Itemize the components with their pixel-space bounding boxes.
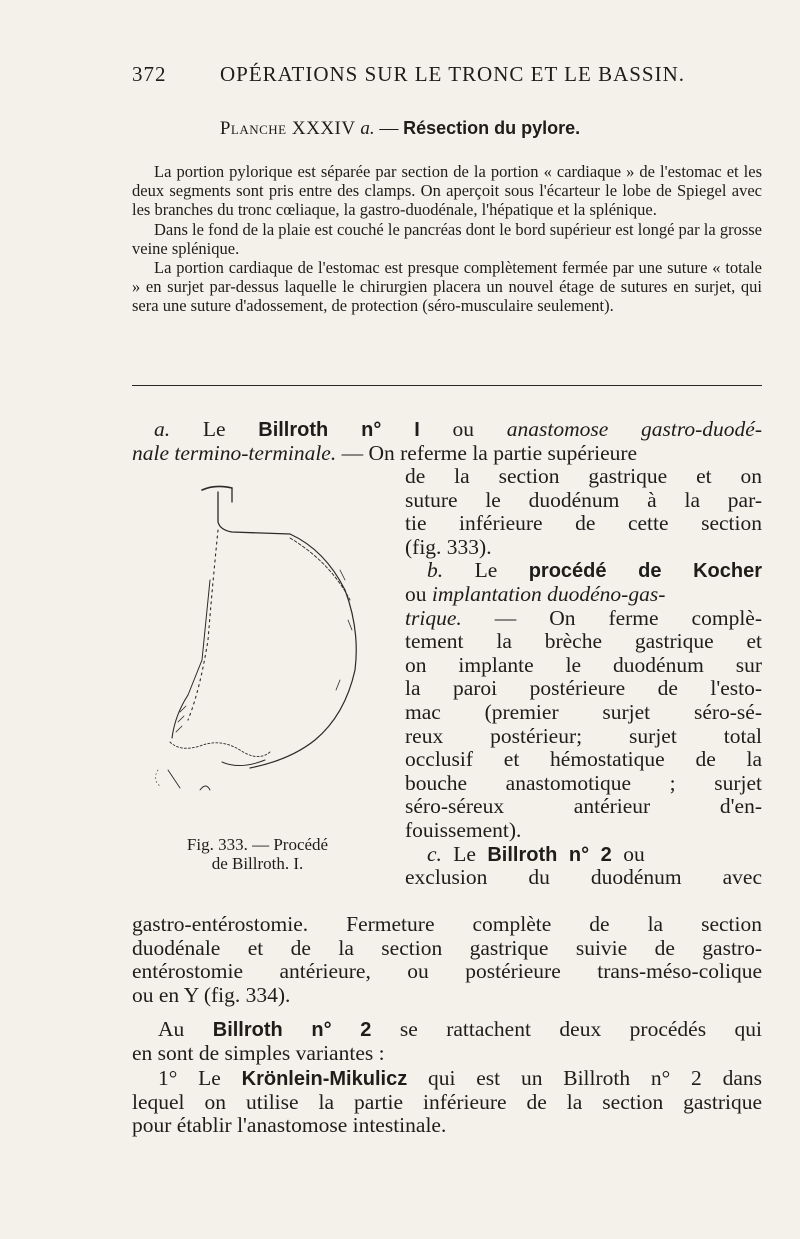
figure-stroke	[172, 695, 188, 738]
figure-stroke	[188, 530, 218, 720]
section-a-narrow	[405, 465, 762, 890]
text-line: entérostomie antérieure, ou postérieure trans-méso-colique	[132, 959, 762, 984]
figure-333-drawing	[140, 470, 390, 890]
text-fragment: ou	[623, 841, 645, 866]
text-line: on implante le duodénum sur	[405, 652, 762, 677]
procedure-name: procédé de Kocher	[528, 560, 763, 583]
text-line: séro-séreux antérieur d'en-	[405, 794, 762, 819]
italic-term: trique.	[405, 605, 462, 630]
text-line: ou en Y (fig. 334).	[132, 982, 291, 1007]
text-line: suture le duodénum à la par-	[405, 487, 762, 512]
running-title: OPÉRATIONS SUR LE TRONC ET LE BASSIN.	[220, 62, 686, 86]
text-line: duodénale et de la section gastrique suivie de gastro-	[132, 935, 762, 960]
section-a	[132, 418, 762, 465]
text-line	[405, 583, 762, 607]
item-letter: c.	[427, 841, 442, 866]
text-fragment: Le	[474, 558, 498, 583]
text-fragment: Le	[453, 841, 476, 866]
text-fragment: Au	[158, 1017, 185, 1041]
figure-stroke	[168, 770, 180, 788]
plate-letter: a.	[360, 118, 375, 139]
text-line: (fig. 333).	[405, 534, 492, 559]
text-fragment: ou	[405, 581, 427, 606]
text-line: de la section gastrique et on	[405, 464, 762, 488]
text-line: en sont de simples variantes :	[132, 1040, 385, 1065]
italic-term: nale termino-terminale.	[132, 440, 337, 465]
text-line: tement la brèche gastrique et	[405, 629, 762, 654]
text-line: reux postérieur; surjet total	[405, 723, 762, 748]
paragraph-billroth-2	[132, 1018, 762, 1065]
plate-label: Planche XXXIV	[219, 118, 356, 139]
text-line: pour établir l'anastomose intestinale.	[132, 1113, 447, 1138]
plate-heading: Résection du pylore.	[403, 118, 581, 138]
procedure-name: Billroth n° 2	[212, 1019, 372, 1041]
caption-paragraph: La portion pylorique est séparée par section de la portion « cardiaque » de l'estomac et les deux segments sont pris entre des clamps. On aperçoit sous l'écarteur le lobe de Spiegel avec les branches du tronc cœliaque, la gastro-duodénale, l'hépatique et la splénique.	[132, 162, 762, 220]
figure-stroke	[250, 534, 356, 768]
text-line	[132, 1067, 762, 1091]
text-line: bouche anastomotique ; surjet	[405, 770, 762, 795]
text-line: lequel on utilise la partie inférieure de la section gastrique	[132, 1089, 762, 1114]
figure-caption-line: Fig. 333. — Procédé	[186, 835, 329, 854]
caption-paragraph: La portion cardiaque de l'estomac est presque complètement fermée par une suture « totale » en surjet par-dessus laquelle le chirurgien placera un nouvel étage de sutures en surjet, qui sera une suture d'adossement, de protection (séro-musculaire seulement).	[132, 258, 762, 316]
figure-stroke	[218, 492, 290, 534]
italic-term: implantation duodéno-gas-	[431, 581, 666, 606]
caption-paragraph: Dans le fond de la plaie est couché le pancréas dont le bord supérieur est longé par la grosse veine splénique.	[132, 219, 762, 258]
figure-caption	[135, 835, 380, 873]
item-letter: b.	[427, 558, 444, 583]
figure-stroke	[222, 760, 265, 766]
text-line: occlusif et hémostatique de la	[405, 747, 762, 772]
figure-caption-line: de Billroth. I.	[211, 854, 304, 873]
text-line	[405, 843, 762, 867]
text-line: tie inférieure de cette section	[405, 511, 762, 536]
figure-stroke	[170, 742, 270, 757]
text-fragment: se rattachent deux procédés qui	[399, 1017, 762, 1041]
text-line: mac (premier surjet séro-sé-	[405, 699, 762, 724]
figure-stroke	[188, 580, 210, 695]
text-line: la paroi postérieure de l'esto-	[405, 676, 762, 701]
text-fragment: Le	[202, 417, 226, 441]
text-line	[132, 1018, 762, 1042]
paragraph-kronlein	[132, 1067, 762, 1138]
text-fragment: qui est un Billroth n° 2 dans	[428, 1066, 763, 1090]
text-line	[132, 418, 762, 442]
text-line: gastro-entérostomie. Fermeture complète de la section	[132, 912, 762, 936]
italic-term: anastomose gastro-duodé-	[506, 417, 763, 441]
procedure-name: Krönlein-Mikulicz	[241, 1068, 408, 1090]
text-line	[132, 442, 762, 466]
figure-stroke	[290, 538, 350, 600]
item-letter: a.	[154, 417, 171, 441]
figure-stroke	[176, 706, 186, 732]
figure-stroke	[200, 786, 210, 790]
procedure-name: Billroth n° I	[258, 419, 420, 441]
plate-title	[0, 118, 800, 140]
text-fragment: — On referme la partie supérieure	[341, 440, 638, 465]
text-fragment: 1° Le	[158, 1066, 221, 1090]
horizontal-rule	[132, 385, 762, 386]
plate-dash: —	[379, 118, 399, 139]
page-number: 372	[132, 62, 167, 86]
text-line	[405, 559, 762, 583]
text-fragment: — On ferme complè-	[494, 605, 762, 630]
figure-stroke	[155, 770, 160, 786]
text-fragment: ou	[452, 417, 475, 441]
figure-stroke	[202, 486, 232, 490]
procedure-name: Billroth n° 2	[487, 843, 612, 866]
text-line	[405, 607, 762, 631]
section-c	[132, 913, 762, 1007]
text-line: fouissement).	[405, 817, 522, 842]
plate-caption	[132, 162, 762, 316]
text-line: exclusion du duodénum avec	[405, 865, 762, 890]
